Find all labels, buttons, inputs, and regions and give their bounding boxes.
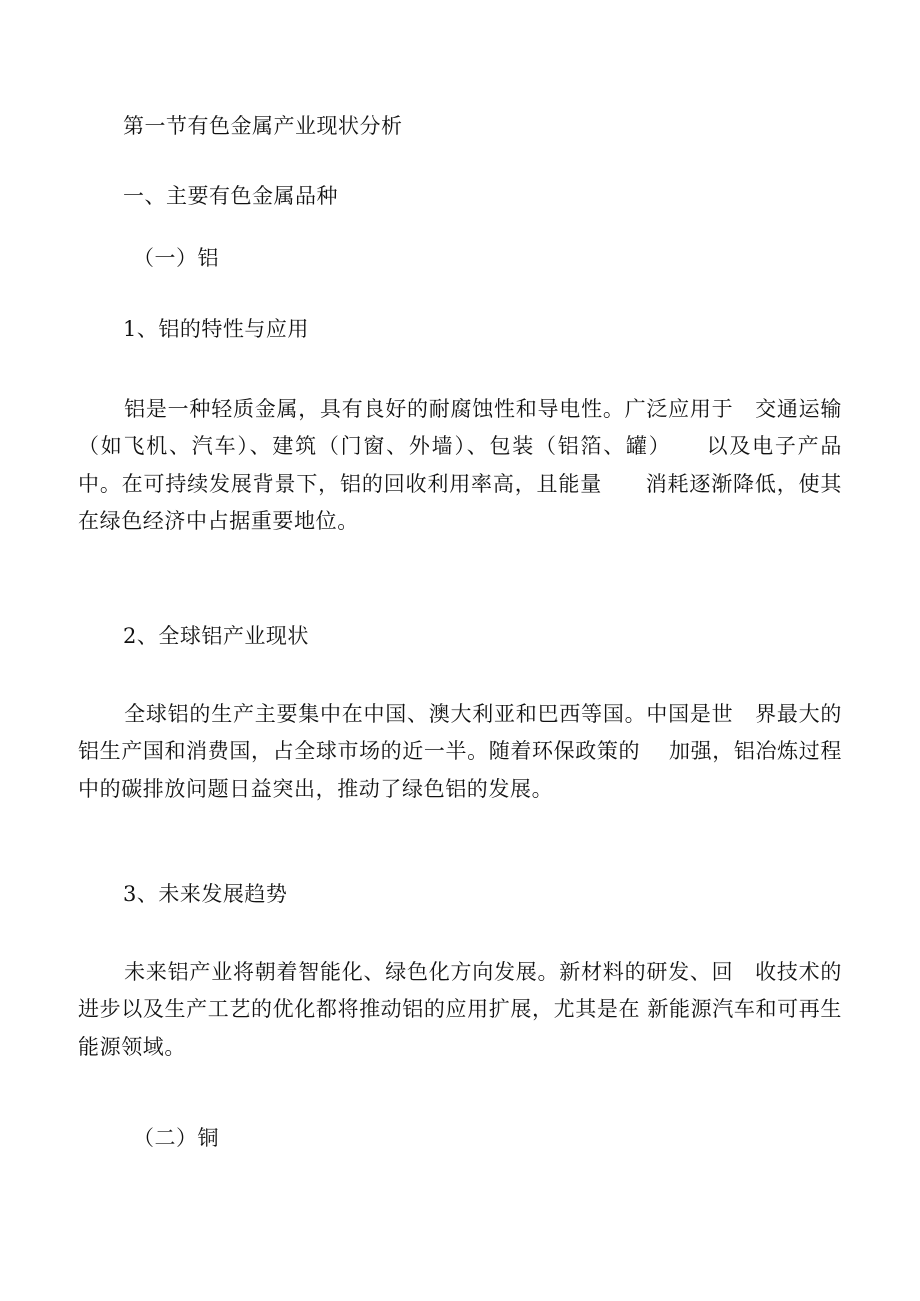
aluminum-properties-heading: 1、铝的特性与应用 [123,317,309,341]
aluminum-global-status-heading: 2、全球铝产业现状 [123,624,309,648]
aluminum-global-status-text: 全球铝的生产主要集中在中国、澳大利亚和巴西等国。中国是世 界最大的铝生产国和消费国，占全球市场的近一半。随着环保政策的 加强，铝冶炼过程中的碳排放问题日益突出，推动了绿色铝的发展。 [78,702,842,801]
aluminum-heading: （一）铝 [133,246,219,270]
aluminum-properties-text: 铝是一种轻质金属，具有良好的耐腐蚀性和导电性。广泛应用于 交通运输（如飞机、汽车）、建筑（门窗、外墙）、包装（铝箔、罐） 以及电子产品中。在可持续发展背景下，铝的回收利用率高，且能量 消耗逐渐降低，使其在绿色经济中占据重要地位。 [78,397,842,533]
copper-heading: （二）铜 [133,1126,219,1150]
aluminum-trend-heading: 3、未来发展趋势 [123,882,288,906]
aluminum-properties-paragraph [78,391,842,540]
aluminum-global-status-paragraph [78,696,842,808]
chapter-heading: 一、主要有色金属品种 [123,184,338,208]
section-title: 第一节有色金属产业现状分析 [123,114,403,138]
aluminum-trend-paragraph [78,954,842,1066]
aluminum-trend-text: 未来铝产业将朝着智能化、绿色化方向发展。新材料的研发、回 收技术的进步以及生产工艺的优化都将推动铝的应用扩展，尤其是在 新能源汽车和可再生能源领域。 [78,960,842,1059]
